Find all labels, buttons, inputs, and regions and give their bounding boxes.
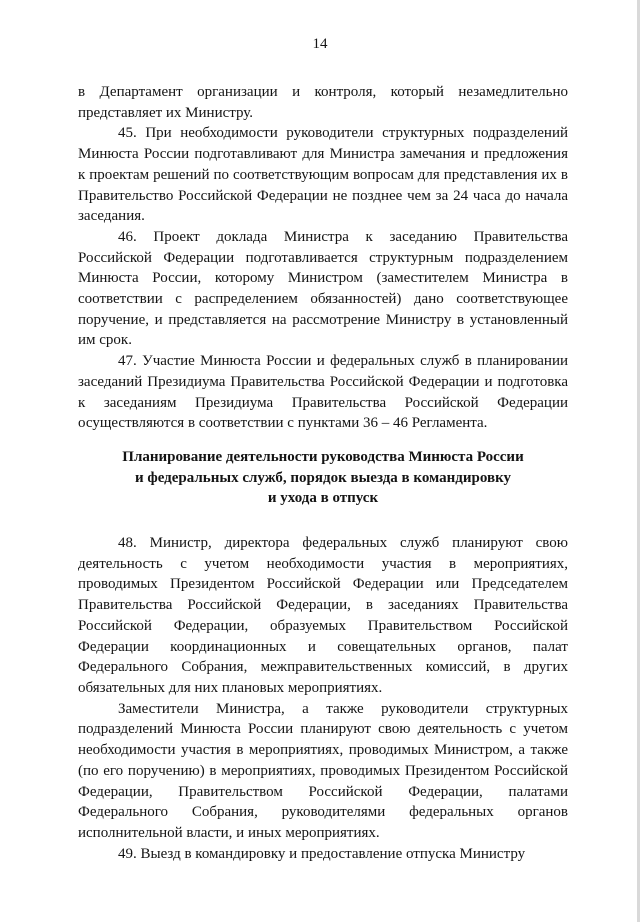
paragraph-46: 46. Проект доклада Министра к заседанию Правительства Российской Федерации подготавливается структурным подразделением Минюста России, которому Министром (заместителем Министра в соответствии с распределением обязанностей) дано соответствующее поручение, и представляется на рассмотрение Министру в установленный им срок.	[78, 228, 568, 349]
paragraph-47: 47. Участие Минюста России и федеральных служб в планировании заседаний Президиума Правительства Российской Федерации и подготовка к заседаниям Президиума Правительства Российской Федерации осуществляются в соответствии с пунктами 36 – 46 Регламента.	[78, 353, 568, 432]
document-body	[78, 82, 568, 864]
section-heading-line-3: и ухода в отпуск	[267, 490, 379, 507]
paragraph-49: 49. Выезд в командировку и предоставление отпуска Министру	[118, 845, 526, 862]
paragraph-continuation: в Департамент организации и контроля, который незамедлительно представляет их Министру.	[78, 84, 568, 121]
section-heading-line-2: и федеральных служб, порядок выезда в командировку	[134, 469, 512, 486]
paragraph-48: 48. Министр, директора федеральных служб планируют свою деятельность с учетом необходимости участия в мероприятиях, проводимых Президентом Российской Федерации или Председателем Правительства Российской Федерации, в заседаниях Правительства Российской Федерации, образуемых Правительством Российской Федерации координационных и совещательных органов, палат Федерального Собрания, межправительственных комиссий, в других обязательных для них плановых мероприятиях.	[78, 535, 568, 696]
section-heading	[78, 447, 568, 509]
paragraph-48-deputies: Заместители Министра, а также руководители структурных подразделений Минюста России планируют свою деятельность с учетом необходимости участия в мероприятиях, проводимых Министром, а также (по его поручению) в мероприятиях, проводимых Президентом Российской Федерации, Правительством Российской Федерации, палатами Федерального Собрания, руководителями федеральных органов исполнительной власти, и иных мероприятиях.	[78, 700, 568, 841]
page-number: 14	[312, 36, 328, 52]
section-heading-line-1: Планирование деятельности руководства Минюста России	[122, 448, 524, 465]
paragraph-45: 45. При необходимости руководители структурных подразделений Минюста России подготавливают для Министра замечания и предложения к проектам решений по соответствующим вопросам для представления их в Правительство Российской Федерации не позднее чем за 24 часа до начала заседания.	[78, 125, 568, 225]
